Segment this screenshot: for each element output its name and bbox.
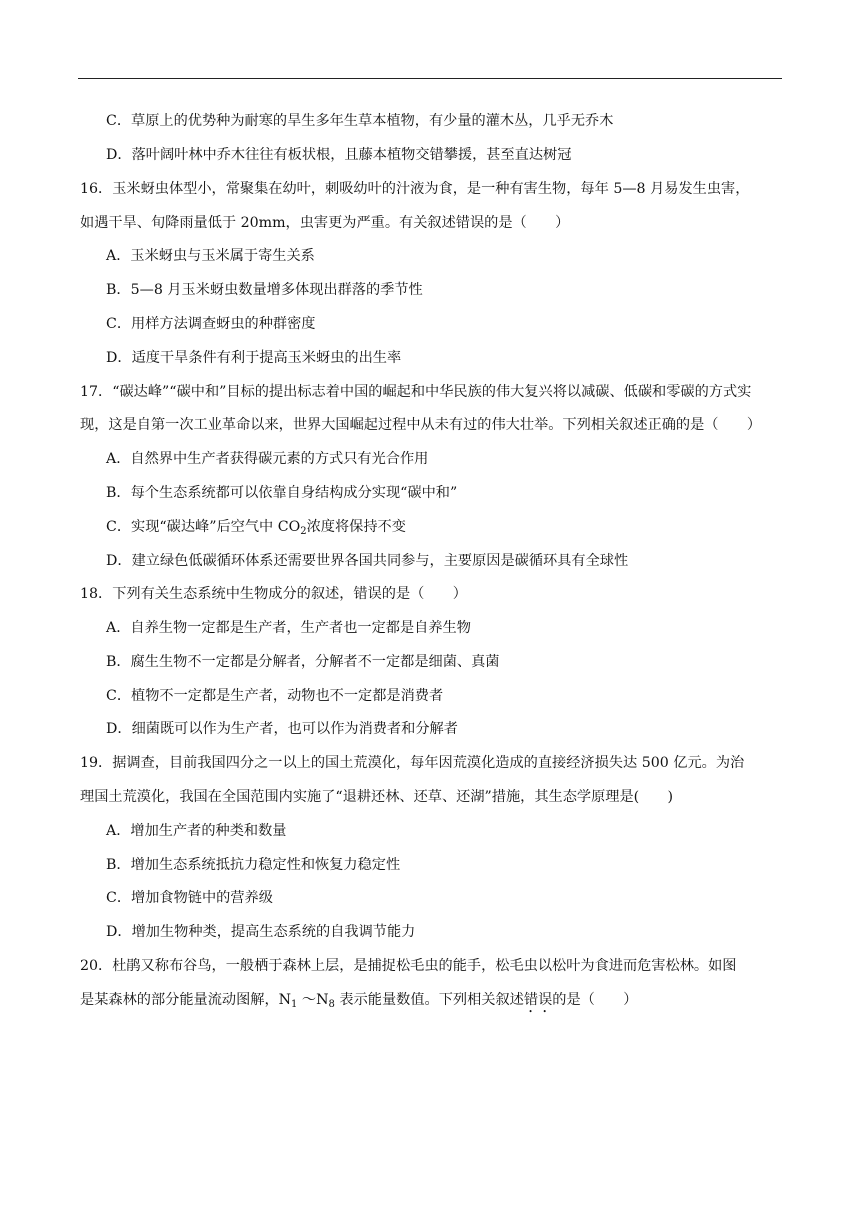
q15-option-c: C．草原上的优势种为耐寒的旱生多年生草本植物，有少量的灌木丛，几乎无乔木 — [106, 113, 614, 129]
q17-option-c-text-end: 浓度将保持不变 — [306, 519, 406, 535]
q18-stem: 18．下列有关生态系统中生物成分的叙述，错误的是（ ） — [80, 586, 467, 602]
q17-option-a: A．自然界中生产者获得碳元素的方式只有光合作用 — [106, 451, 429, 467]
q16-stem-line1: 16．玉米蚜虫体型小，常聚集在幼叶，刺吸幼叶的汁液为食，是一种有害生物，每年 5—8 月易发生虫害， — [80, 181, 750, 197]
q16-option-d: D．适度干旱条件有利于提高玉米蚜虫的出生率 — [106, 350, 402, 366]
q18-option-c: C．植物不一定都是生产者，动物也不一定都是消费者 — [106, 688, 444, 704]
q16-option-b: B．5—8 月玉米蚜虫数量增多体现出群落的季节性 — [106, 282, 423, 298]
q15-option-d: D．落叶阔叶林中乔木往往有板状根，且藤本植物交错攀援，甚至直达树冠 — [106, 147, 572, 163]
q17-stem-line1: 17．“碳达峰”“碳中和”目标的提出标志着中国的崛起和中华民族的伟大复兴将以减碳、低碳和零碳的方式实 — [80, 384, 752, 400]
q19-option-a: A．增加生产者的种类和数量 — [106, 823, 287, 839]
q19-stem-line1: 19．据调查，目前我国四分之一以上的国土荒漠化，每年因荒漠化造成的直接经济损失达 500 亿元。为治 — [80, 755, 745, 771]
q20-stem-text-end: 的是（ ） — [552, 992, 638, 1008]
q19-option-c: C．增加食物链中的营养级 — [106, 890, 273, 906]
q20-stem-text-mid: 表示能量数值。下列相关叙述 — [334, 992, 524, 1008]
q20-stem-text: 是某森林的部分能量流动图解，N — [80, 992, 292, 1008]
q16-option-a: A．玉米蚜虫与玉米属于寄生关系 — [106, 248, 315, 264]
q20-stem-line1: 20．杜鹃又称布谷鸟，一般栖于森林上层，是捕捉松毛虫的能手，松毛虫以松叶为食进而危害松林。如图 — [80, 958, 737, 974]
q18-option-b: B．腐生生物不一定都是分解者，分解者不一定都是细菌、真菌 — [106, 654, 500, 670]
q16-option-c: C．用样方法调查蚜虫的种群密度 — [106, 316, 316, 332]
emphasis-text: 错误 — [523, 992, 553, 1008]
subscript-1: 1 — [291, 999, 298, 1010]
q17-stem-line2: 现，这是自第一次工业革命以来，世界大国崛起过程中从未有过的伟大壮举。下列相关叙述正确的是（ ） — [80, 417, 762, 433]
q19-option-b: B．增加生态系统抵抗力稳定性和恢复力稳定性 — [106, 857, 401, 873]
q19-option-d: D．增加生物种类，提高生态系统的自我调节能力 — [106, 924, 416, 940]
subscript-8: 8 — [328, 999, 335, 1010]
header-rule — [78, 78, 782, 79]
q18-option-d: D．细菌既可以作为生产者，也可以作为消费者和分解者 — [106, 721, 458, 737]
q20-stem-line2 — [80, 990, 637, 1016]
subscript-2: 2 — [300, 526, 307, 537]
q17-option-d: D．建立绿色低碳循环体系还需要世界各国共同参与，主要原因是碳循环具有全球性 — [106, 553, 629, 569]
q17-option-c — [106, 517, 406, 542]
q17-option-b: B．每个生态系统都可以依靠自身结构成分实现“碳中和” — [106, 485, 458, 501]
q17-option-c-text: C．实现“碳达峰”后空气中 CO — [106, 519, 301, 535]
q16-stem-line2: 如遇干旱、旬降雨量低于 20mm，虫害更为严重。有关叙述错误的是（ ） — [80, 215, 570, 231]
q19-stem-line2: 理国土荒漠化，我国在全国范围内实施了“退耕还林、还草、还湖”措施，其生态学原理是( ) — [80, 789, 674, 805]
q20-range-sep: ～N — [297, 992, 329, 1008]
q18-option-a: A．自养生物一定都是生产者，生产者也一定都是自养生物 — [106, 620, 471, 636]
